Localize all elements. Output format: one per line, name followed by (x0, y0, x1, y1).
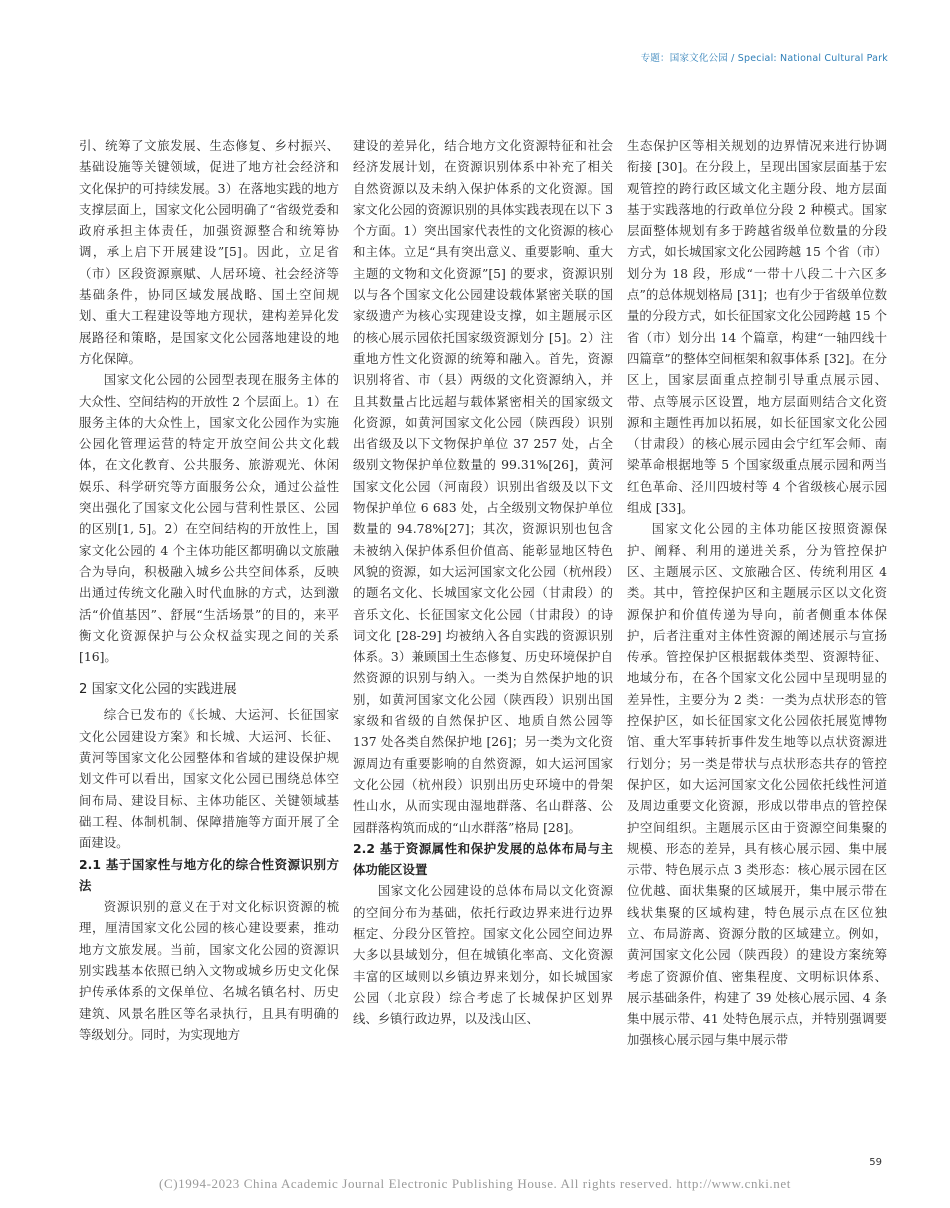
text-column-1 (79, 135, 339, 1045)
text-column-2 (353, 135, 613, 1029)
running-header: 专题：国家文化公园 / Special: National Cultural Park (640, 53, 888, 64)
paragraph: 综合已发布的《长城、大运河、长征国家文化公园建设方案》和长城、大运河、长征、黄河等国家文化公园整体和省域的建设保护规划文件可以看出，国家文化公园已围绕总体空间布局、建设目标、主体功能区、关键领域基础工程、体制机制、保障措施等方面开展了全面建设。 (79, 707, 339, 851)
paragraph: 资源识别的意义在于对文化标识资源的梳理，厘清国家文化公园的核心建设要素，推动地方文旅发展。当前，国家文化公园的资源识别实践基本依照已纳入文物或城乡历史文化保护传承体系的文保单位、名城名镇名村、历史建筑、风景名胜区等名录执行，且具有明确的等级划分。同时，为实现地方 (79, 899, 339, 1042)
paragraph: 生态保护区等相关规划的边界情况来进行协调衔接 [30]。在分段上，呈现出国家层面基于宏观管控的跨行政区域文化主题分段、地方层面基于实践落地的行政单位分段 2 种模式。国家层面整体规划有多于跨越省级单位数量的分段方式，如长城国家文化公园跨越 15 个省（市）划分为 18 段，形成“一带十八段二十六区多点”的总体规划格局 [31]；也有少于省级单位数量的分段方式，如长征国家文化公园跨越 15 个省（市）划分出 14 个篇章，构建“一轴四线十四篇章”的整体空间框架和叙事体系 [32]。在分区上，国家层面重点控制引导重点展示园、带、点等展示区设置，地方层面则结合文化资源和主题性再加以拓展，如长征国家文化公园（甘肃段）的核心展示园由会宁红军会师、南梁革命根据地等 5 个国家级重点展示园和两当红色革命、泾川四坡村等 4 个省级核心展示园组成 [33]。 (627, 138, 887, 516)
paragraph: 建设的差异化，结合地方文化资源特征和社会经济发展计划，在资源识别体系中补充了相关自然资源以及未纳入保护体系的文化资源。国家文化公园的资源识别的具体实践表现在以下 3 个方面。1）突出国家代表性的文化资源的核心和主体。立足“具有突出意义、重要影响、重大主题的文物和文化资源”[5] 的要求，资源识别以与各个国家文化公园建设载体紧密关联的国家级遗产为核心实现建设支撑，如主题展示区的核心展示园依托国家级资源划分 [5]。2）注重地方性文化资源的统筹和融入。首先，资源识别将省、市（县）两级的文化资源纳入，并且其数量占比远超与载体紧密相关的国家级文化资源，如黄河国家文化公园（陕西段）识别出省级及以下文物保护单位 37 257 处，占全级别文物保护单位数量的 99.31%[26]，黄河国家文化公园（河南段）识别出省级及以下文物保护单位 6 683 处，占全级别文物保护单位数量的 94.78%[27]；其次，资源识别也包含未被纳入保护体系但价值高、能彰显地区特色风貌的资源，如大运河国家文化公园（杭州段）的题名文化、长城国家文化公园（甘肃段）的音乐文化、长征国家文化公园（甘肃段）的诗词文化 [28-29] 均被纳入各自实践的资源识别体系。3）兼顾国土生态修复、历史环境保护自然资源的识别与纳入。一类为自然保护地的识别，如黄河国家文化公园（陕西段）识别出国家级和省级的自然保护区、地质自然公园等 137 处各类自然保护地 [26]；另一类为文化资源周边有重要影响的自然资源，如大运河国家文化公园（杭州段）识别出历史环境中的骨架性山水，从而实现由湿地群落、名山群落、公园群落构筑而成的“山水群落”格局 [28]。 (353, 138, 613, 835)
paragraph: 国家文化公园建设的总体布局以文化资源的空间分布为基础，依托行政边界来进行边界框定、分段分区管控。国家文化公园空间边界大多以县域划分，但在城镇化率高、文化资源丰富的区域则以乡镇边界来划分，如长城国家公园（北京段）综合考虑了长城保护区划界线、乡镇行政边界，以及浅山区、 (353, 883, 613, 1027)
subsection-heading: 2.1 基于国家性与地方化的综合性资源识别方法 (79, 856, 339, 893)
paragraph: 引、统筹了文旅发展、生态修复、乡村振兴、基础设施等关键领域，促进了地方社会经济和文化保护的可持续发展。3）在落地实践的地方支撑层面上，国家文化公园明确了“省级党委和政府承担主体责任，加强资源整合和统筹协调，承上启下开展建设”[5]。因此，立足省（市）区段资源禀赋、人居环境、社会经济等基础条件，协同区域发展战略、国土空间规划、重大工程建设等地方现状，建构差异化发展路径和策略，是国家文化公园落地建设的地方化保障。 (79, 138, 339, 366)
text-column-3 (627, 135, 887, 1051)
page-number: 59 (869, 1157, 882, 1168)
section-heading: 2 国家文化公园的实践进展 (79, 682, 237, 698)
paragraph: 国家文化公园的公园型表现在服务主体的大众性、空间结构的开放性 2 个层面上。1）在服务主体的大众性上，国家文化公园作为实施公园化管理运营的特定开放空间公共文化载体，在文化教育、公共服务、旅游观光、休闲娱乐、科学研究等方面服务公众，通过公益性突出强化了国家文化公园与营利性景区、公园的区别[1, 5]。2）在空间结构的开放性上，国家文化公园的 4 个主体功能区都明确以文旅融合为导向，积极融入城乡公共空间体系，反映出通过传统文化融入时代血脉的方式，达到激活“价值基因”、舒展“生活场景”的目的，来平衡文化资源保护与公众权益实现之间的关系 [16]。 (79, 372, 339, 665)
paragraph: 国家文化公园的主体功能区按照资源保护、阐释、利用的递进关系，分为管控保护区、主题展示区、文旅融合区、传统利用区 4 类。其中，管控保护区和主题展示区以文化资源保护和价值传递为导向，前者侧重本体保护，后者注重对主体性资源的阐述展示与宣扬传承。管控保护区根据载体类型、资源特征、地域分布，在各个国家文化公园中呈现明显的差异性，主要分为 2 类：一类为点状形态的管控保护区，如长征国家文化公园依托展览博物馆、重大军事转折事件发生地等以点状资源进行划分；另一类是带状与点状形态共存的管控保护区，如大运河国家文化公园依托线性河道及周边重要文化资源，形成以带串点的管控保护空间组织。主题展示区由于资源空间集聚的规模、形态的差异，具有核心展示园、集中展示带、特色展示点 3 类形态：核心展示园在区位优越、面状集聚的区域展开，集中展示带在线状集聚的区域构建，特色展示点在区位独立、布局游离、资源分散的区域建立。例如，黄河国家文化公园（陕西段）的建设方案统筹考虑了资源价值、密集程度、文明标识体系、展示基础条件，构建了 39 处核心展示园、4 条集中展示带、41 处特色展示点，并特别强调要加强核心展示园与集中展示带 (627, 521, 887, 1048)
copyright-footer: (C)1994-2023 China Academic Journal Electronic Publishing House. All rights reserved. http://www.cnki.net (159, 1176, 791, 1191)
subsection-heading: 2.2 基于资源属性和保护发展的总体布局与主体功能区设置 (353, 840, 613, 878)
